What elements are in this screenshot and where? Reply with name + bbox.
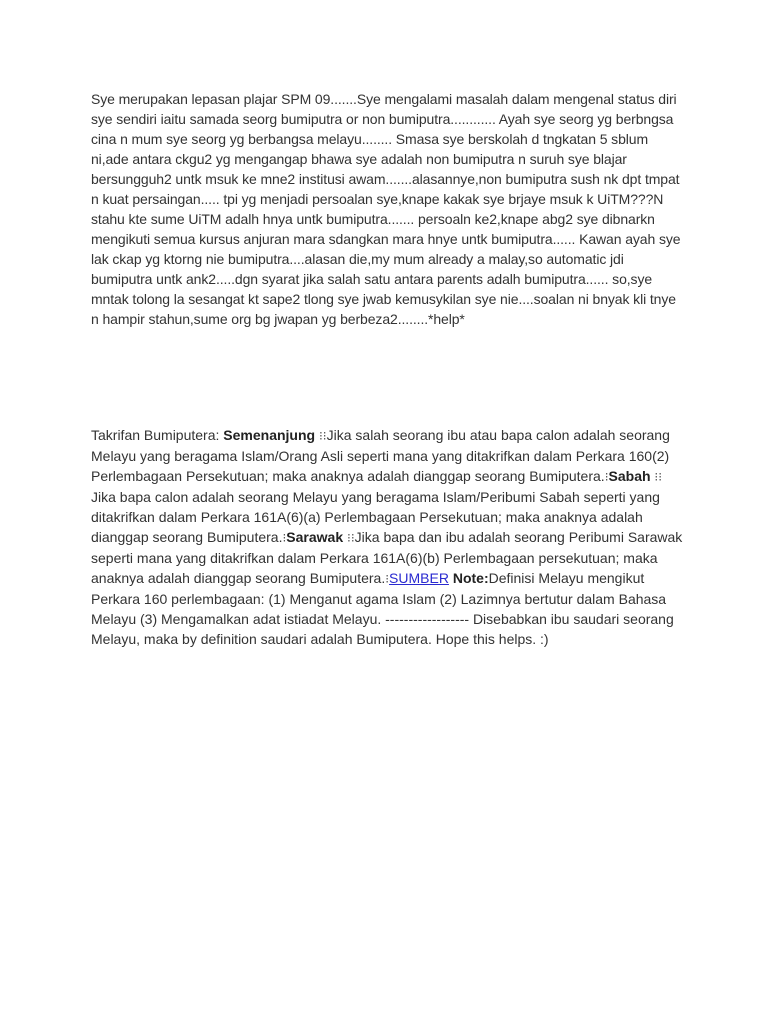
separator-glyph: ⁝⁝ [654,470,663,484]
separator-glyph: ⁝⁝ [318,429,327,443]
answer-paragraph [91,425,686,649]
sumber-link[interactable]: SUMBER [389,570,449,586]
semenanjung-label: Semenanjung [223,427,316,443]
sabah-text: Jika bapa calon adalah seorang Melayu yang beragama Islam/Peribumi Sabah seperti yang ditakrifkan dalam Perkara 161A(6)(a) Perlembagaan Persekutuan; maka anaknya adalah dianggap seorang Bumiputera. [91,489,660,545]
sarawak-label: Sarawak [286,529,344,545]
separator-glyph: ⁝ [604,470,609,484]
separator-glyph: ⁝ [282,531,287,545]
separator-glyph: ⁝ [385,572,390,586]
sabah-label: Sabah [608,468,651,484]
sarawak-text: Jika bapa dan ibu adalah seorang Peribumi Sarawak seperti mana yang ditakrifkan dalam Perkara 161A(6)(b) Perlembagaan persekutuan; maka anaknya adalah dianggap seorang Bumiputera. [91,529,683,586]
note-text: Definisi Melayu mengikut Perkara 160 perlembagaan: (1) Menganut agama Islam (2) Lazimnya bertutur dalam Bahasa Melayu (3) Mengamalkan adat istiadat Melayu. ------------------ Disebabkan ibu saudari seorang Melayu, maka by definition saudari adalah Bumiputera. Hope this helps. :) [91,570,674,647]
question-paragraph: Sye merupakan lepasan plajar SPM 09.......Sye mengalami masalah dalam mengenal status diri sye sendiri iaitu samada seorg bumiputra or non bumiputra............ Ayah sye seorg yg berbngsa cina n mum sye seorg yg berbangsa melayu........ Smasa sye berskolah d tngkatan 5 sblum ni,ade antara ckgu2 yg mengangap bhawa sye adalah non bumiputra n suruh sye blajar bersungguh2 untk msuk ke mne2 institusi awam.......alasannye,non bumiputra sush nk dpt tmpat n kuat persaingan..... tpi yg menjadi persoalan sye,knape kakak sye brjaye msuk k UiTM???N stahu kte sume UiTM adalh hnya untk bumiputra....... persoaln ke2,knape abg2 sye dibnarkn mengikuti semua kursus anjuran mara sdangkan mara hnye untk bumiputra...... Kawan ayah sye lak ckap yg ktorng nie bumiputra....alasan die,my mum already a malay,so automatic jdi bumiputra untk ank2.....dgn syarat jika salah satu antara parents adalh bumiputra...... so,sye mntak tolong la sesangat kt sape2 tlong sye jwab kemusykilan sye nie....soalan ni bnyak kli tnye n hampir stahun,sume org bg jwapan yg berbeza2........*help* [91,91,681,327]
semenanjung-text: Jika salah seorang ibu atau bapa calon adalah seorang Melayu yang beragama Islam/Orang Asli seperti mana yang ditakrifkan dalam Perkara 160(2) Perlembagaan Persekutuan; maka anaknya adalah dianggap seorang Bumiputera. [91,427,670,484]
answer-intro: Takrifan Bumiputera: [91,427,224,443]
note-label: Note: [452,570,489,586]
separator-glyph: ⁝⁝ [347,531,355,545]
